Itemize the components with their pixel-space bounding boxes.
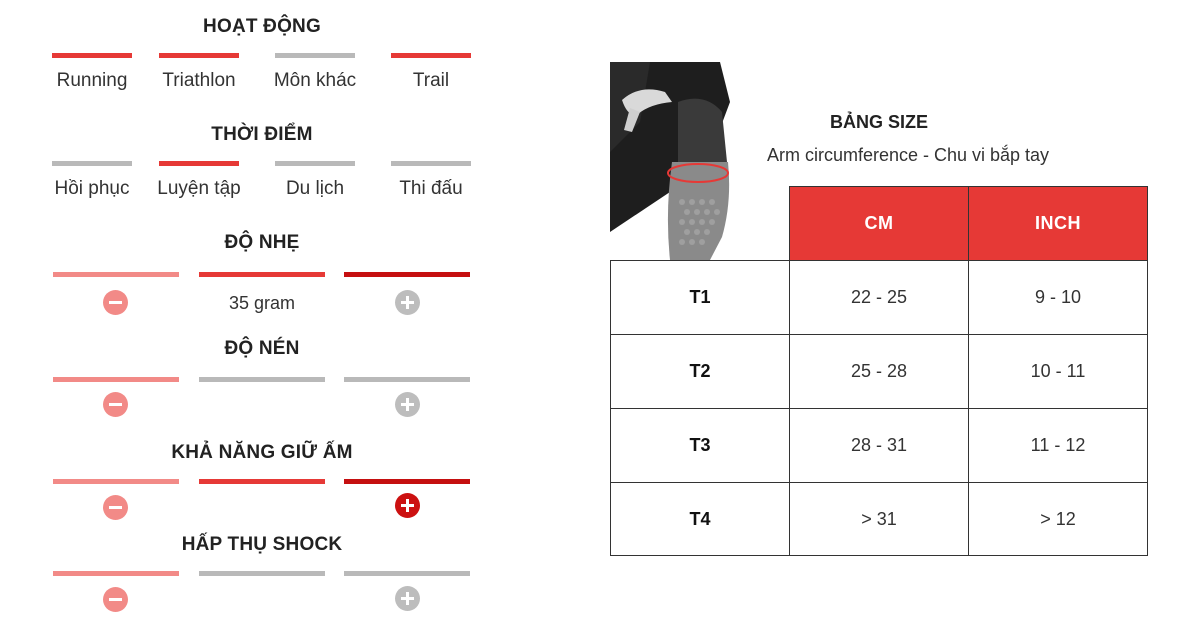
column-header-cm: CM <box>789 186 969 261</box>
timing-label-race: Thi đấu <box>399 178 463 199</box>
shock-level-bar-2 <box>199 571 325 576</box>
activity-bar-running <box>52 53 132 58</box>
plus-icon[interactable] <box>395 586 420 611</box>
compression-level-bar-1 <box>53 377 179 382</box>
activity-bar-triathlon <box>159 53 239 58</box>
warmth-title: KHẢ NĂNG GIỮ ẤM <box>171 442 353 463</box>
timing-title: THỜI ĐIỂM <box>211 124 313 145</box>
activity-title: HOẠT ĐỘNG <box>203 16 321 37</box>
timing-bar-race <box>391 161 471 166</box>
cm-cell-t1: 22 - 25 <box>789 260 969 335</box>
activity-label-running: Running <box>56 70 128 91</box>
timing-label-travel: Du lịch <box>285 178 345 199</box>
lightness-level-bar-3 <box>344 272 470 277</box>
plus-icon[interactable] <box>395 392 420 417</box>
lightness-title: ĐỘ NHẸ <box>224 232 300 253</box>
minus-icon[interactable] <box>103 495 128 520</box>
lightness-level-bar-2 <box>199 272 325 277</box>
minus-icon[interactable] <box>103 587 128 612</box>
size-cell-t2: T2 <box>610 334 790 409</box>
activity-bar-trail <box>391 53 471 58</box>
activity-label-triathlon: Triathlon <box>162 70 236 91</box>
shock-level-bar-3 <box>344 571 470 576</box>
shock-title: HẤP THỤ SHOCK <box>181 534 343 555</box>
inch-cell-t1: 9 - 10 <box>968 260 1148 335</box>
timing-label-training: Luyện tập <box>157 178 241 199</box>
activity-label-trail: Trail <box>412 70 450 91</box>
column-header-inch: INCH <box>968 186 1148 261</box>
minus-icon[interactable] <box>103 290 128 315</box>
compression-level-bar-3 <box>344 377 470 382</box>
timing-label-recovery: Hồi phục <box>54 178 130 199</box>
cm-cell-t2: 25 - 28 <box>789 334 969 409</box>
compression-title: ĐỘ NÉN <box>224 338 300 359</box>
inch-cell-t3: 11 - 12 <box>968 408 1148 483</box>
warmth-level-bar-1 <box>53 479 179 484</box>
minus-icon[interactable] <box>103 392 128 417</box>
size-chart-title: BẢNG SIZE <box>829 112 928 132</box>
plus-icon[interactable] <box>395 493 420 518</box>
warmth-level-bar-2 <box>199 479 325 484</box>
cm-cell-t4: > 31 <box>789 482 969 556</box>
timing-bar-travel <box>275 161 355 166</box>
timing-bar-training <box>159 161 239 166</box>
plus-icon[interactable] <box>395 290 420 315</box>
size-cell-t1: T1 <box>610 260 790 335</box>
size-chart-subtitle: Arm circumference - Chu vi bắp tay <box>766 145 1050 165</box>
lightness-value: 35 gram <box>228 293 296 313</box>
timing-bar-recovery <box>52 161 132 166</box>
lightness-level-bar-1 <box>53 272 179 277</box>
shock-level-bar-1 <box>53 571 179 576</box>
size-cell-t3: T3 <box>610 408 790 483</box>
size-cell-t4: T4 <box>610 482 790 556</box>
cm-cell-t3: 28 - 31 <box>789 408 969 483</box>
inch-cell-t4: > 12 <box>968 482 1148 556</box>
activity-bar-other <box>275 53 355 58</box>
warmth-level-bar-3 <box>344 479 470 484</box>
activity-label-other: Môn khác <box>273 70 357 91</box>
inch-cell-t2: 10 - 11 <box>968 334 1148 409</box>
compression-level-bar-2 <box>199 377 325 382</box>
